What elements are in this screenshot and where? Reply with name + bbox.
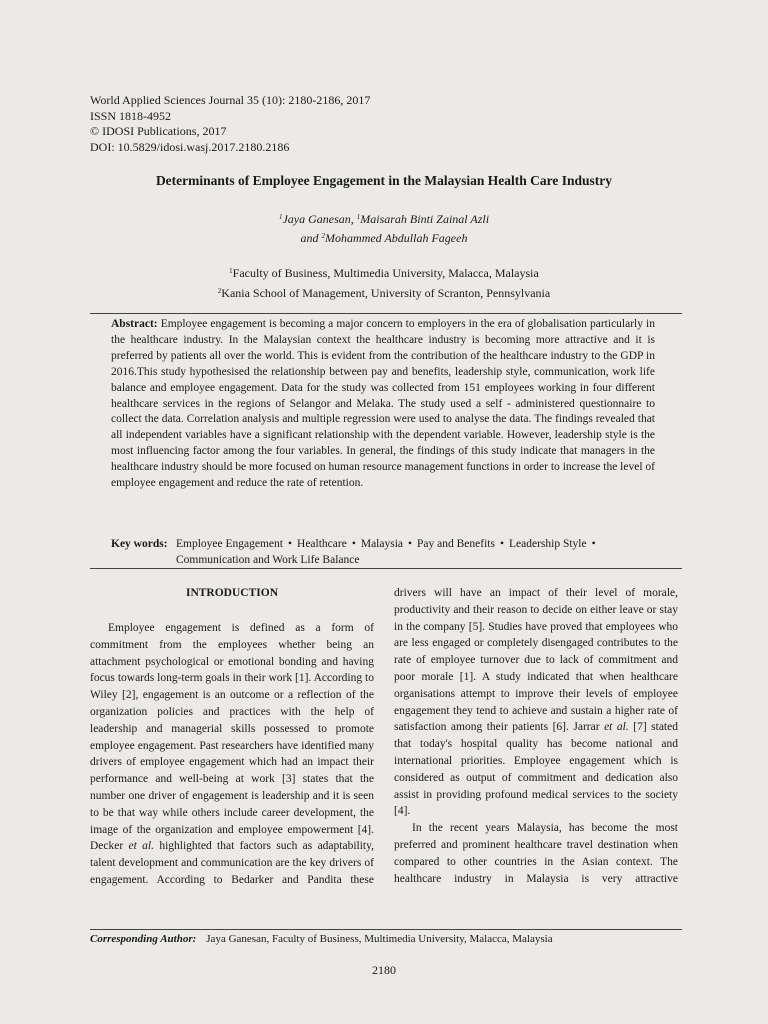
doi: DOI: 10.5829/idosi.wasj.2017.2180.2186 — [90, 139, 290, 154]
keywords-label: Key words: — [111, 538, 168, 550]
abstract-label: Abstract: — [111, 318, 158, 330]
corresponding-label: Corresponding Author: — [90, 933, 197, 945]
paragraph-text: Employee engagement is defined as a form of commitment from the employees whether being an attachment psychological or emotional bonding and having focus towards long-term goals in their work [1]. According to Wiley [2], engagement is an outcome or a reflection of the organization policies and practices with the help of leadership and managerial skills possessed to promote employee engagement. Past researchers have identified many drivers of employee engagement which had an impact their performance and well-being at work [3] states that the number one driver of engagement is leadership and it is seen to be that way while others include career development, the image of the organization and employee empowerment [4]. Decker — [90, 622, 374, 853]
paragraph-italic: et al. — [604, 721, 629, 734]
paragraph — [394, 585, 678, 820]
keyword-separator: • — [499, 538, 504, 550]
paragraph-text: [7] stated that today's hospital quality has become national and international priorities. Employee engagement which is considered as output of commitment and dedication also assist in providing profound medical services to the society [4]. — [394, 721, 678, 818]
paragraph — [90, 620, 374, 889]
author-name: Jaya Ganesan, — [282, 212, 357, 226]
keyword: Communication and Work Life Balance — [176, 554, 360, 566]
affiliation — [0, 282, 768, 302]
abstract — [111, 317, 655, 492]
paragraph: In the recent years Malaysia, has become the most preferred and prominent healthcare travel destination when compared to other countries in the Asian context. The healthcare industry in Malaysia is very attractive — [394, 822, 678, 885]
keyword: Pay and Benefits — [417, 538, 495, 550]
abstract-text: Employee engagement is becoming a major concern to employers in the era of globalisation particularly in the healthcare industry. In the Malaysian context the healthcare industry is becoming more attractive and it is preferred by patients all over the world. This is evident from the contribution of the healthcare industry to the GDP in 2016.This study hypothesised the relationship between pay and benefits, leadership style, communication, work life balance and employee engagement. Data for the study was collected from 151 employees working in four different healthcare services in the regions of Selangor and Melaka. The study used a self - administered questionnaire to collect the data. Correlation analysis and multiple regression were used to analyse the data. The findings revealed that all independent variables have a significant relationship with the dependent variable. However, leadership style is the most influencing factor among the four variables. In general, the findings of this study indicate that managers in the healthcare industry should be more focused on human resource management functions in order to increase the level of employee engagement and reduce the rate of retention. — [111, 318, 656, 490]
author-name: Mohammed Abdullah Fageeh — [325, 231, 468, 245]
journal-header — [90, 93, 370, 155]
author-sup: 1 — [278, 213, 283, 221]
author-conjunction: and — [300, 231, 322, 245]
author-sup: 2 — [321, 232, 326, 240]
keywords-list — [176, 536, 676, 568]
keyword-separator: • — [287, 538, 293, 550]
affiliation — [0, 262, 768, 282]
issn: ISSN 1818-4952 — [90, 108, 172, 123]
keyword-separator: • — [408, 538, 413, 550]
affiliation-text: Kania School of Management, University of Scranton, Pennsylvania — [221, 286, 551, 300]
paragraph-text: highlighted that factors such as adaptability, talent development and communication are the key drivers of engagement. According to Bedarker and Pandita these — [90, 840, 374, 886]
keyword-separator: • — [351, 538, 356, 550]
paragraph-italic: et al. — [128, 840, 154, 853]
corresponding-text: Jaya Ganesan, Faculty of Business, Multimedia University, Malacca, Malaysia — [206, 933, 553, 945]
author-sup: 1 — [356, 213, 361, 221]
affiliations — [0, 262, 768, 302]
author-list — [0, 209, 768, 247]
keyword: Healthcare — [297, 538, 347, 550]
publisher: © IDOSI Publications, 2017 — [90, 124, 227, 138]
paper-title: Determinants of Employee Engagement in the Malaysian Health Care Industry — [155, 173, 613, 188]
corresponding-author — [90, 933, 553, 945]
journal-citation: World Applied Sciences Journal 35 (10): 2180-2186, 2017 — [90, 93, 371, 107]
abstract-top-rule — [90, 313, 682, 314]
keyword: Leadership Style — [509, 538, 587, 550]
right-column — [394, 585, 678, 887]
affiliation-text: Faculty of Business, Multimedia University, Malacca, Malaysia — [232, 266, 539, 280]
keyword: Malaysia — [360, 538, 403, 550]
footer-rule — [90, 929, 682, 930]
affiliation-sup: 2 — [217, 287, 222, 295]
keywords-bottom-rule — [90, 568, 682, 569]
author-name: Maisarah Binti Zainal Azli — [360, 212, 490, 226]
section-heading: INTRODUCTION — [185, 587, 278, 599]
keyword: Employee Engagement — [176, 538, 283, 550]
paragraph-text: drivers will have an impact of their level of morale, productivity and their reason to decide on either leave or stay in the company [5]. Studies have proved that employees who are less engaged or completely disengaged contributes to the rate of employee turnover due to lack of commitment and poor morale [1]. A study indicated that when healthcare organisations attempt to improve their levels of employee engagement they tend to achieve and sustain a higher rate of satisfaction among their patients [6]. Jarrar — [394, 587, 678, 734]
affiliation-sup: 1 — [229, 267, 233, 275]
keyword-separator: • — [591, 538, 596, 550]
page-number: 2180 — [372, 963, 396, 977]
left-column — [90, 620, 374, 889]
